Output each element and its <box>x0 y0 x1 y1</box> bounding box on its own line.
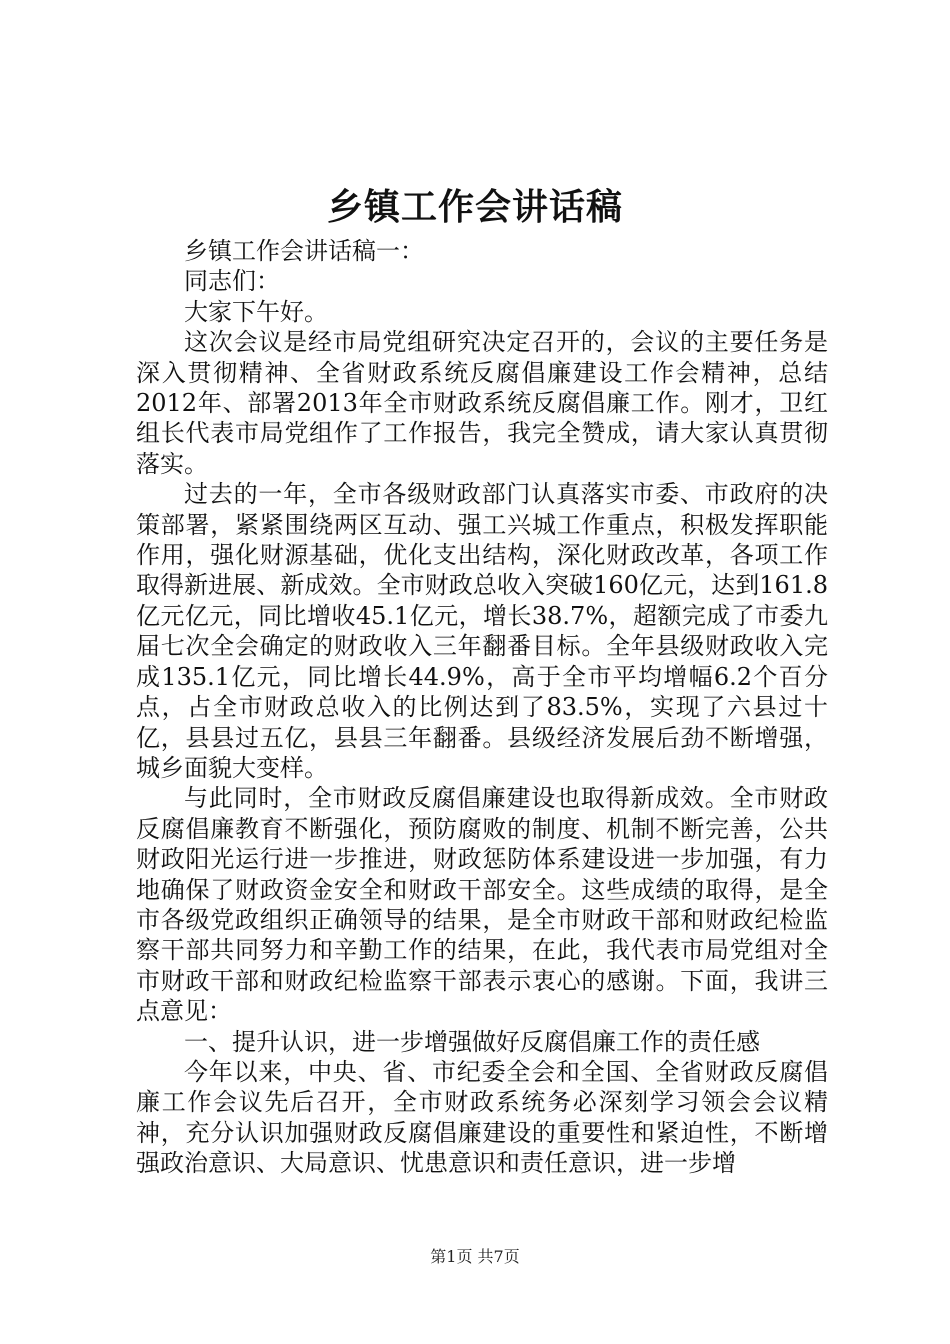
document-title: 乡镇工作会讲话稿 <box>326 186 623 228</box>
paragraph-salutation: 同志们： <box>184 267 280 296</box>
paragraph-heading-line: 乡镇工作会讲话稿一： <box>184 237 424 265</box>
paragraph-section-body: 今年以来，中央、省、市纪委全会和全国、全省财政反腐倡廉工作会议先后召开，全市财政系统务必深刻学习领会会议精神，充分认识加强财政反腐倡廉建设的重要性和紧迫性，不断增强政治意识、大局意识、忧患意识和责任意识，进一步增 <box>136 1057 828 1178</box>
paragraph-meeting-purpose: 这次会议是经市局党组研究决定召开的，会议的主要任务是深入贯彻精神、全省财政系统反腐倡廉建设工作会精神，总结2012年、部署2013年全市财政系统反腐倡廉工作。刚才，卫红组长代表市局党组作了工作报告，我完全赞成，请大家认真贯彻落实。 <box>136 328 828 478</box>
paragraph-greeting: 大家下午好。 <box>184 297 328 326</box>
paragraph-section-heading: 一、提升认识，进一步增强做好反腐倡廉工作的责任感 <box>184 1027 760 1056</box>
page-footer: 第1页 共7页 <box>430 1247 520 1266</box>
document-body <box>136 236 828 1179</box>
paragraph-past-year: 过去的一年，全市各级财政部门认真落实市委、市政府的决策部署，紧紧围绕两区互动、强工兴城工作重点，积极发挥职能作用，强化财源基础，优化支出结构，深化财政改革，各项工作取得新进展、新成效。全市财政总收入突破160亿元，达到161.8亿元亿元，同比增收45.1亿元，增长38.7%，超额完成了市委九届七次全会确定的财政收入三年翻番目标。全年县级财政收入完成135.1亿元，同比增长44.9%，高于全市平均增幅6.2个百分点，占全市财政总收入的比例达到了83.5%，实现了六县过十亿，县县过五亿，县县三年翻番。县级经济发展后劲不断增强，城乡面貌大变样。 <box>136 480 828 782</box>
paragraph-achievements: 与此同时，全市财政反腐倡廉建设也取得新成效。全市财政反腐倡廉教育不断强化，预防腐败的制度、机制不断完善，公共财政阳光运行进一步推进，财政惩防体系建设进一步加强，有力地确保了财政资金安全和财政干部安全。这些成绩的取得，是全市各级党政组织正确领导的结果，是全市财政干部和财政纪检监察干部共同努力和辛勤工作的结果，在此，我代表市局党组对全市财政干部和财政纪检监察干部表示衷心的感谢。下面，我讲三点意见： <box>136 784 828 1026</box>
